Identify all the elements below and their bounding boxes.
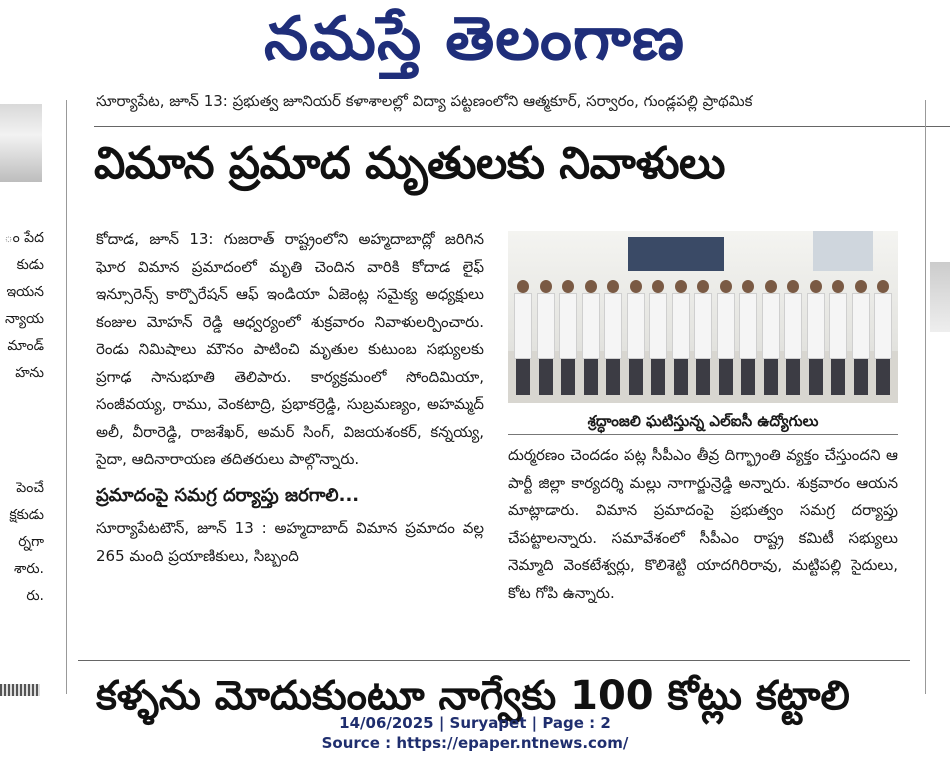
masthead — [0, 0, 950, 92]
newspaper-logo: నమస్తే తెలంగాణ — [264, 4, 686, 74]
newspaper-page — [0, 92, 950, 719]
photo-figure — [829, 280, 847, 395]
photo-figure — [784, 280, 802, 395]
photo-figure — [694, 280, 712, 395]
left-line: రు. — [26, 588, 44, 604]
article-paragraph: సూర్యాపేటటౌన్, జూన్ 13 : అహ్మదాబాద్ విమాన ప్రమాదం వల్ల 265 మంది ప్రయాణికులు, సిబ్బంది — [96, 519, 484, 565]
photo-figure — [649, 280, 667, 395]
left-line: ఇయన — [6, 284, 44, 300]
article-photo — [508, 231, 898, 403]
article-column-right — [508, 442, 898, 607]
article-paragraph: దుర్మరణం చెందడం పట్ల సీపీఎం తీవ్ర దిగ్భ్రాంతి వ్యక్తం చేస్తుందని ఆ పార్టీ జిల్లా కార్యదర్శి మల్లు నాగార్జున్రెడ్డి అన్నారు. శుక్రవారం ఆయన మాట్లాడారు. విమాన ప్రమాదంపై ప్రభుత్వం సమగ్ర దర్యాప్తు చేపట్టాలన్నారు. సమావేశంలో సీపీఎం రాష్ట్ర కమిటీ సభ్యులు నెమ్మాది వెంకటేశ్వర్లు, కొలిశెట్టి యాదగిరిరావు, మట్టిపల్లి సైదులు, కోట గోపి ఉన్నారు. — [508, 446, 898, 602]
section-divider — [78, 660, 910, 661]
article-column-left — [96, 226, 484, 570]
left-line: మాండ్ — [7, 338, 44, 354]
photo-figure — [559, 280, 577, 395]
photo-figure — [604, 280, 622, 395]
left-line: న్యాయ — [5, 311, 44, 327]
edition-info: 14/06/2025 | Suryapet | Page : 2 — [339, 714, 611, 732]
left-line: ం పేద — [4, 230, 44, 246]
photo-figure — [762, 280, 780, 395]
column-divider — [925, 100, 926, 694]
photo-figure — [582, 280, 600, 395]
photo-figure — [874, 280, 892, 395]
left-adjacent-column — [0, 92, 70, 694]
page-footer — [0, 713, 950, 753]
photo-figure — [672, 280, 690, 395]
right-image-fragment — [930, 262, 950, 332]
photo-figure — [717, 280, 735, 395]
column-divider — [66, 100, 67, 694]
photo-figure — [514, 280, 532, 395]
article-headline: విమాన ప్రమాద మృతులకు నివాళులు — [94, 138, 725, 189]
left-line: ర్నగా — [18, 534, 44, 550]
photo-figure — [537, 280, 555, 395]
section-divider — [94, 126, 950, 127]
left-line: క్షకుడు — [9, 507, 44, 523]
previous-article-cut-text: సూర్యాపేట, జూన్ 13: ప్రభుత్వ జూనియర్ కళాశాలల్లో విద్యా పట్టణంలోని ఆత్మకూర్, సర్వారం, గుండ్లపల్లి ప్రాథమిక — [96, 92, 753, 110]
source-link[interactable]: Source : https://epaper.ntnews.com/ — [321, 734, 629, 752]
photo-caption: శ్రద్ధాంజలి ఘటిస్తున్న ఎల్ఐసీ ఉద్యోగులు — [508, 408, 898, 435]
left-photo-fragment — [0, 104, 42, 182]
article-subheading: ప్రమాదంపై సమగ్ర దర్యాప్తు జరగాలి... — [96, 484, 360, 506]
photo-figure — [807, 280, 825, 395]
left-line: హను — [15, 365, 44, 381]
event-banner — [628, 237, 724, 271]
photo-figure — [627, 280, 645, 395]
left-line: శారు. — [14, 561, 44, 577]
left-line: కుడు — [16, 257, 44, 273]
left-image-fragment — [0, 684, 40, 696]
next-article-headline-cut: కళ్ళను మోదుకుంటూ నాగ్వేకు 100 కోట్లు కట్టాలి — [96, 673, 850, 719]
photo-figure — [739, 280, 757, 395]
photo-figure — [852, 280, 870, 395]
left-line: పెంచే — [16, 480, 44, 496]
article-paragraph: కోదాడ, జూన్ 13: గుజరాత్ రాష్ట్రంలోని అహ్మదాబాద్లో జరిగిన ఘోర విమాన ప్రమాదంలో మృతి చెందిన వారికి కోదాడ లైఫ్ ఇన్సూరెన్స్ కార్పొరేషన్ ఆఫ్ ఇండియా ఏజెంట్ల సమైక్య అధ్యక్షులు కంజుల మోహన్ రెడ్డి ఆధ్వర్యంలో శుక్రవారం నివాళులర్పించారు. రెండు నిమిషాలు మౌనం పాటించి మృతుల కుటుంబ సభ్యులకు ప్రగాఢ సానుభూతి తెలిపారు. కార్యక్రమంలో సోందిమియా, సంజీవయ్య, రాము, వెంకటాద్రి, ప్రభాకర్రెడ్డి, సుబ్రమణ్యం, అహమ్మద్ అలీ, వీరారెడ్డి, రాజశేఖర్, అమర్ సింగ్, విజయశంకర్, కన్నయ్య, సైదా, ఆదినారాయణ తదితరులు పాల్గొన్నారు. — [96, 230, 484, 468]
